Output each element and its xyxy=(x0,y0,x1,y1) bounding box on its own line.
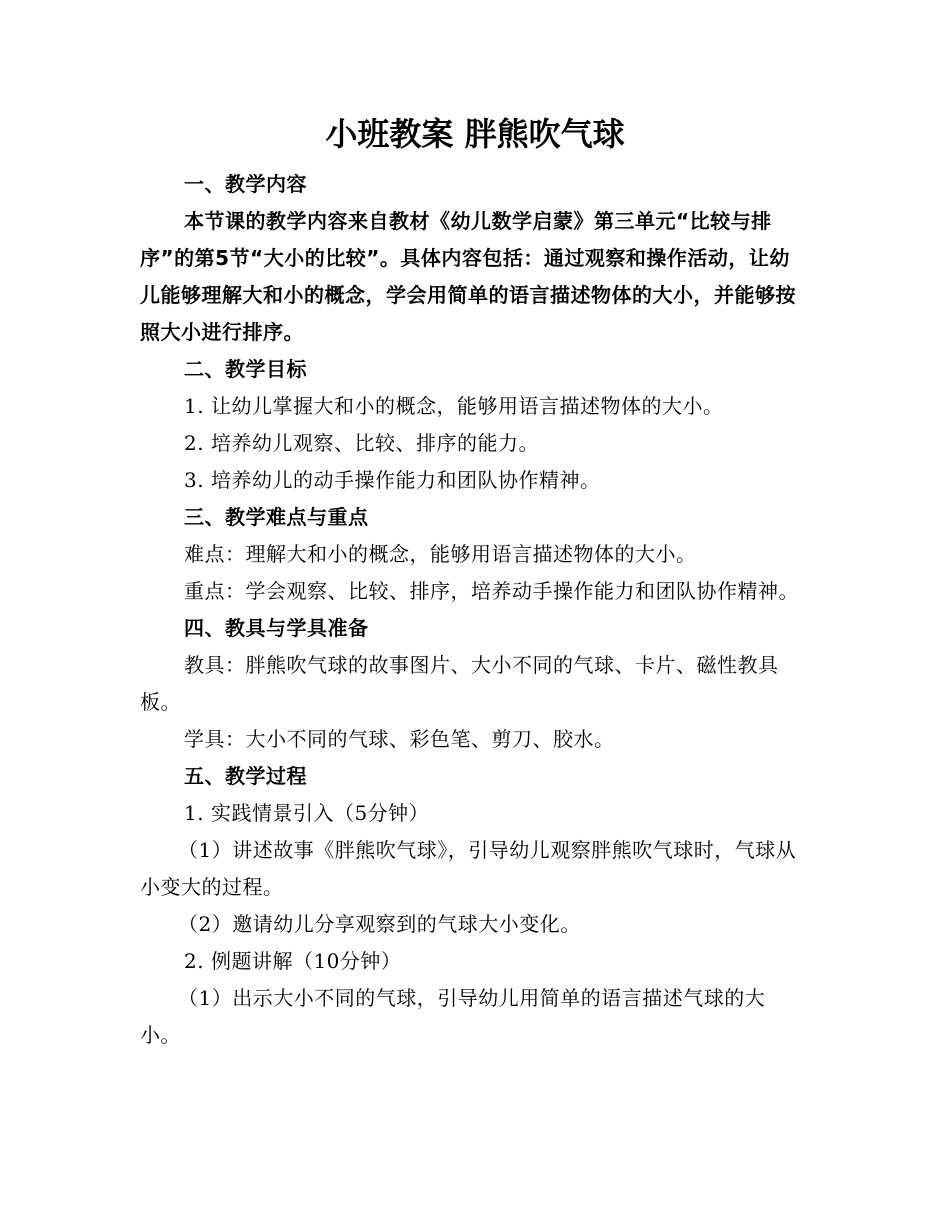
section-heading-key-points: 三、教学难点与重点 xyxy=(184,505,369,529)
process-step-1b: （2）邀请幼儿分享观察到的气球大小变化。 xyxy=(178,912,581,936)
section-heading-process: 五、教学过程 xyxy=(184,764,307,788)
section-paragraph-content: 本节课的教学内容来自教材《幼儿数学启蒙》第三单元“比较与排序”的第5节“大小的比较”。具体内容包括：通过观察和操作活动，让幼儿能够理解大和小的概念，学会用简单的语言描述物体的大小，并能够按照大小进行排序。 xyxy=(140,209,796,344)
section-heading-goals: 二、教学目标 xyxy=(184,357,307,381)
teacher-tools-text: 教具：胖熊吹气球的故事图片、大小不同的气球、卡片、磁性教具板。 xyxy=(140,653,779,714)
goal-item-3: 3. 培养幼儿的动手操作能力和团队协作精神。 xyxy=(184,468,601,492)
section-heading-materials: 四、教具与学具准备 xyxy=(184,616,369,640)
process-step-2a: （1）出示大小不同的气球，引导幼儿用简单的语言描述气球的大小。 xyxy=(140,986,766,1047)
process-step-1: 1. 实践情景引入（5分钟） xyxy=(184,801,430,825)
focus-text: 重点：学会观察、比较、排序，培养动手操作能力和团队协作精神。 xyxy=(184,579,799,603)
goal-item-1: 1. 让幼儿掌握大和小的概念，能够用语言描述物体的大小。 xyxy=(184,394,724,418)
section-heading-content: 一、教学内容 xyxy=(184,172,307,196)
student-tools-text: 学具：大小不同的气球、彩色笔、剪刀、胶水。 xyxy=(184,727,615,751)
document-body xyxy=(140,166,805,1054)
process-step-1a: （1）讲述故事《胖熊吹气球》，引导幼儿观察胖熊吹气球时，气球从小变大的过程。 xyxy=(140,838,797,899)
process-step-2: 2. 例题讲解（10分钟） xyxy=(184,949,402,973)
goal-item-2: 2. 培养幼儿观察、比较、排序的能力。 xyxy=(184,431,539,455)
difficulty-text: 难点：理解大和小的概念，能够用语言描述物体的大小。 xyxy=(184,542,697,566)
document-title: 小班教案 胖熊吹气球 xyxy=(325,115,625,153)
